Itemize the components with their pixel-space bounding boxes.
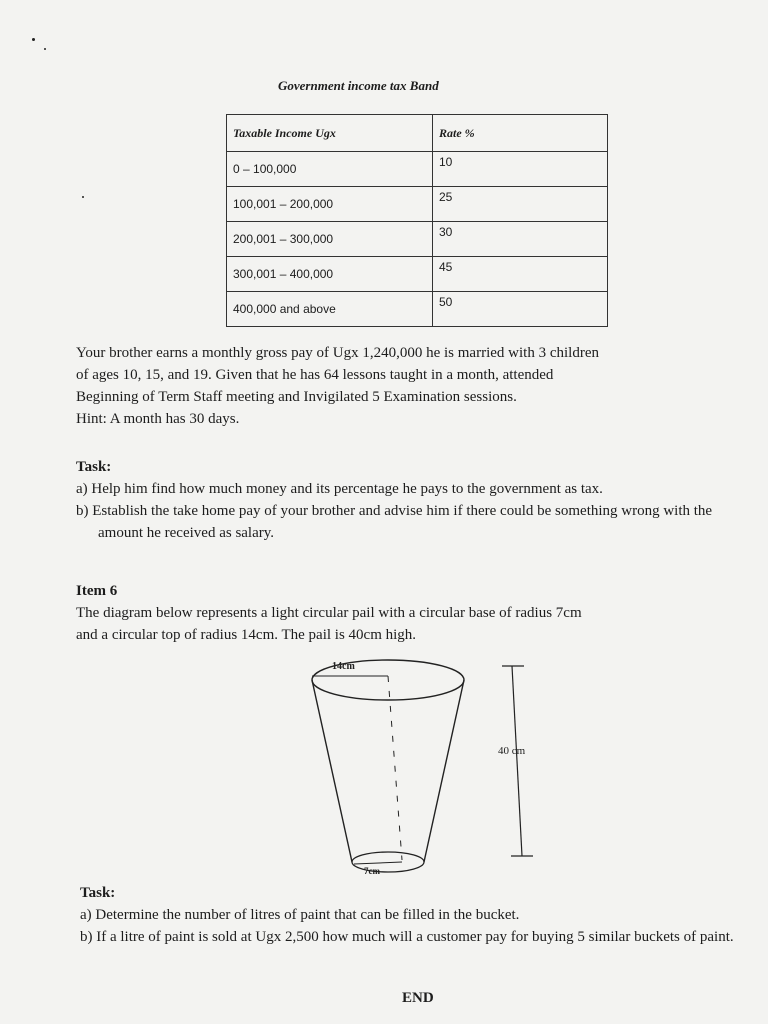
- rate-cell: 25: [433, 187, 608, 222]
- table-header-row: [227, 115, 608, 152]
- task-one-section: [76, 456, 736, 544]
- table-row: [227, 187, 608, 222]
- pail-axis: [388, 676, 402, 860]
- scenario-line: Your brother earns a monthly gross pay of Ugx 1,240,000 he is married with 3 children: [76, 345, 599, 361]
- scan-speck: [44, 48, 46, 50]
- scenario-paragraph: [76, 342, 736, 430]
- end-marker: END: [402, 990, 434, 1006]
- table-row: [227, 222, 608, 257]
- hint-line: Hint: A month has 30 days.: [76, 411, 240, 427]
- table-row: [227, 152, 608, 187]
- task-item: a) Help him find how much money and its percentage he pays to the government as tax.: [76, 481, 603, 497]
- item-six-section: [76, 580, 736, 646]
- task-heading: Task:: [80, 885, 116, 901]
- scenario-line: Beginning of Term Staff meeting and Invigilated 5 Examination sessions.: [76, 389, 517, 405]
- income-cell: 100,001 – 200,000: [227, 187, 433, 222]
- base-radius-label: 7cm: [364, 866, 380, 876]
- tax-band-table: [226, 114, 608, 327]
- pail-base: [352, 852, 424, 872]
- item-line: The diagram below represents a light circular pail with a circular base of radius 7cm: [76, 605, 582, 621]
- table-row: [227, 292, 608, 327]
- income-cell: 300,001 – 400,000: [227, 257, 433, 292]
- height-label: 40 cm: [498, 745, 526, 757]
- task-item: b) Establish the take home pay of your brother and advise him if there could be something wrong with the amount he received as salary.: [76, 503, 713, 541]
- pail-right-side: [424, 680, 464, 862]
- task-heading: Task:: [76, 459, 112, 475]
- pail-diagram: [290, 650, 560, 882]
- scan-speck: [32, 38, 35, 41]
- rate-cell: 50: [433, 292, 608, 327]
- height-dimension-line: [512, 666, 522, 856]
- item-line: and a circular top of radius 14cm. The pail is 40cm high.: [76, 627, 417, 643]
- column-header-income: Taxable Income Ugx: [227, 115, 433, 152]
- task-two-section: [80, 882, 740, 948]
- rate-cell: 30: [433, 222, 608, 257]
- rate-cell: 10: [433, 152, 608, 187]
- income-cell: 400,000 and above: [227, 292, 433, 327]
- income-cell: 0 – 100,000: [227, 152, 433, 187]
- top-radius-label: 14cm: [332, 661, 355, 672]
- task-list: [76, 478, 736, 544]
- task-item: a) Determine the number of litres of paint that can be filled in the bucket.: [80, 907, 520, 923]
- rate-cell: 45: [433, 257, 608, 292]
- table-row: [227, 257, 608, 292]
- task-item: b) If a litre of paint is sold at Ugx 2,500 how much will a customer pay for buying 5 similar buckets of paint.: [80, 929, 734, 945]
- column-header-rate: Rate %: [433, 115, 608, 152]
- scan-speck: [82, 196, 84, 198]
- item-heading: Item 6: [76, 583, 118, 599]
- table-title: Government income tax Band: [278, 78, 439, 93]
- scenario-line: of ages 10, 15, and 19. Given that he has 64 lessons taught in a month, attended: [76, 367, 554, 383]
- task-list: [80, 904, 740, 948]
- income-cell: 200,001 – 300,000: [227, 222, 433, 257]
- base-radius-line: [354, 862, 402, 864]
- pail-left-side: [312, 680, 352, 862]
